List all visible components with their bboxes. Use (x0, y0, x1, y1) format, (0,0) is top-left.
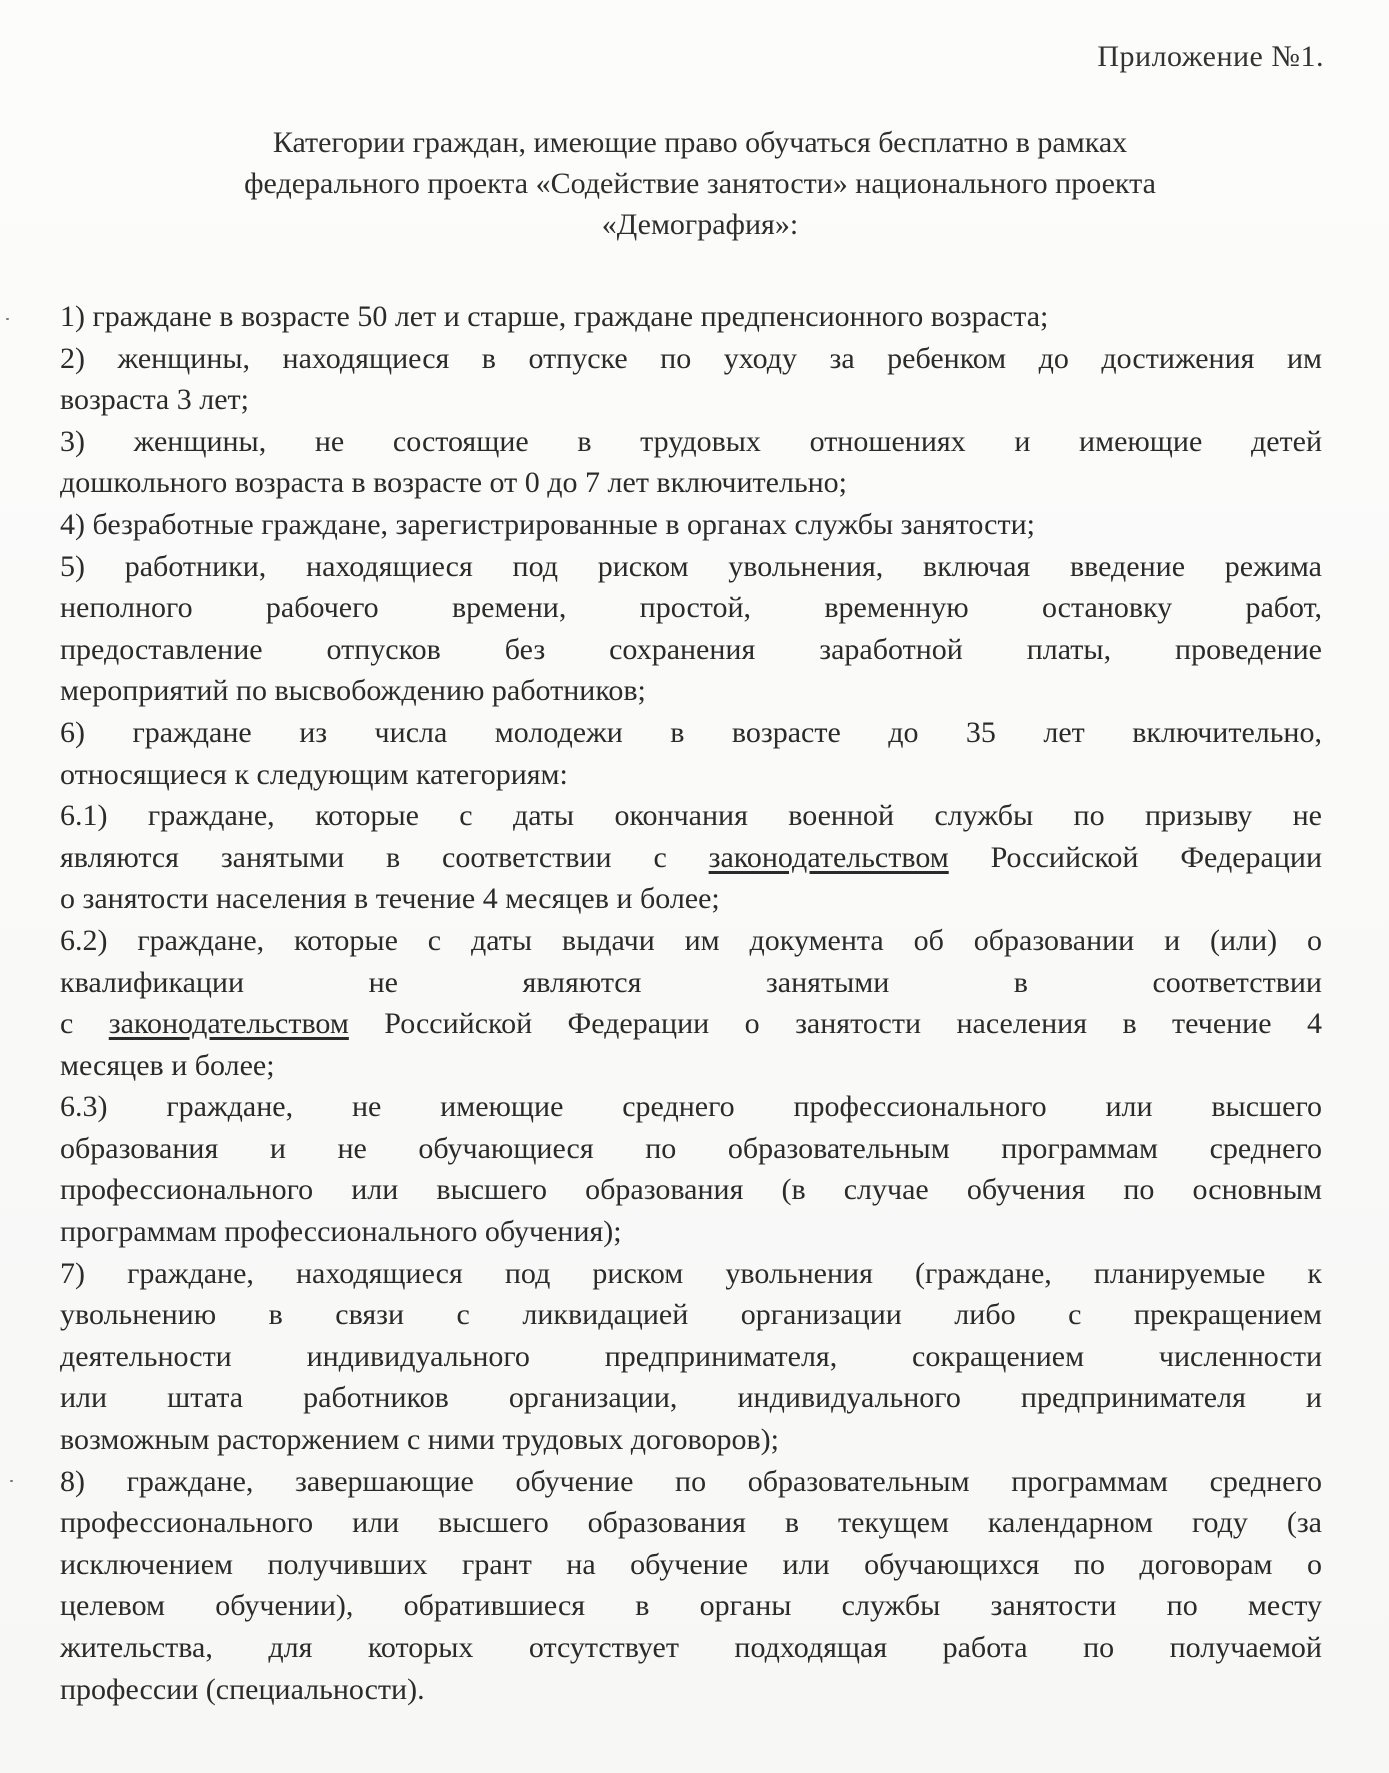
body-line: 6.2) граждане, которые с даты выдачи им документа об образовании и (или) о (60, 923, 1322, 957)
title-line: Категории граждан, имеющие право обучаться бесплатно в рамках (272, 126, 1128, 159)
body-line (60, 1003, 1322, 1045)
body-line: мероприятий по высвобождению работников; (60, 674, 646, 708)
body-line: о занятости населения в течение 4 месяцев и более; (60, 882, 720, 916)
title-line: федерального проекта «Содействие занятости» национального проекта (244, 167, 1156, 200)
body-line: профессионального или высшего образования (в случае обучения по основным (60, 1173, 1322, 1207)
document-title (140, 122, 1260, 245)
body-line: жительства, для которых отсутствует подходящая работа по получаемой (60, 1631, 1322, 1664)
legislation-link[interactable]: законодательством (108, 1007, 349, 1041)
body-text: являются занятыми в соответствии с (60, 840, 709, 874)
body-line: образования и не обучающиеся по образовательным программам среднего (60, 1131, 1322, 1165)
body-text: Российской Федерации (948, 840, 1323, 874)
body-line: возраста 3 лет; (60, 383, 249, 417)
body-line: относящиеся к следующим категориям: (60, 757, 568, 791)
body-line: месяцев и более; (60, 1048, 275, 1082)
body-text: с (60, 1007, 109, 1041)
body-line: деятельности индивидуального предпринимателя, сокращением численности (60, 1339, 1322, 1373)
body-text: Российской Федерации о занятости населения в течение 4 (348, 1007, 1322, 1041)
legislation-link[interactable]: законодательством (708, 840, 949, 874)
body-line: предоставление отпусков без сохранения заработной платы, проведение (60, 632, 1322, 666)
body-line: 3) женщины, не состоящие в трудовых отношениях и имеющие детей (60, 424, 1322, 458)
body-line: целевом обучении), обратившиеся в органы службы занятости по месту (60, 1589, 1322, 1623)
body-line: 1) граждане в возрасте 50 лет и старше, граждане предпенсионного возраста; (60, 300, 1049, 333)
body-line: 6.1) граждане, которые с даты окончания военной службы по призыву не (60, 799, 1322, 833)
body-line: увольнению в связи с ликвидацией организации либо с прекращением (60, 1298, 1322, 1332)
body-line: профессии (специальности). (60, 1672, 425, 1706)
body-line: 7) граждане, находящиеся под риском увольнения (граждане, планируемые к (60, 1256, 1322, 1290)
body-line: дошкольного возраста в возрасте от 0 до 7 лет включительно; (60, 466, 848, 500)
body-line: 2) женщины, находящиеся в отпуске по уходу за ребенком до достижения им (60, 341, 1322, 375)
body-line: 6) граждане из числа молодежи в возрасте до 35 лет включительно, (60, 715, 1322, 749)
body-line: возможным расторжением с ними трудовых договоров); (60, 1423, 779, 1457)
body-line (60, 837, 1322, 879)
body-line: или штата работников организации, индивидуального предпринимателя и (60, 1381, 1322, 1415)
body-line: профессионального или высшего образования в текущем календарном году (за (60, 1506, 1322, 1540)
scan-speck (6, 318, 9, 320)
body-line: 8) граждане, завершающие обучение по образовательным программам среднего (60, 1464, 1322, 1498)
body-line: квалификации не являются занятыми в соответствии (60, 965, 1322, 999)
title-line: «Демография»: (601, 208, 799, 241)
body-line: 5) работники, находящиеся под риском увольнения, включая введение режима (60, 549, 1322, 583)
scan-speck (10, 1480, 13, 1482)
body-line: 4) безработные граждане, зарегистрированные в органах службы занятости; (60, 507, 1035, 541)
body-line: 6.3) граждане, не имеющие среднего профессионального или высшего (60, 1090, 1322, 1124)
body-line: неполного рабочего времени, простой, временную остановку работ, (60, 591, 1322, 625)
appendix-label: Приложение №1. (1097, 40, 1324, 73)
body-line: исключением получивших грант на обучение или обучающихся по договорам о (60, 1547, 1322, 1581)
body-line: программам профессионального обучения); (60, 1215, 622, 1249)
categories-list (60, 296, 1322, 1710)
